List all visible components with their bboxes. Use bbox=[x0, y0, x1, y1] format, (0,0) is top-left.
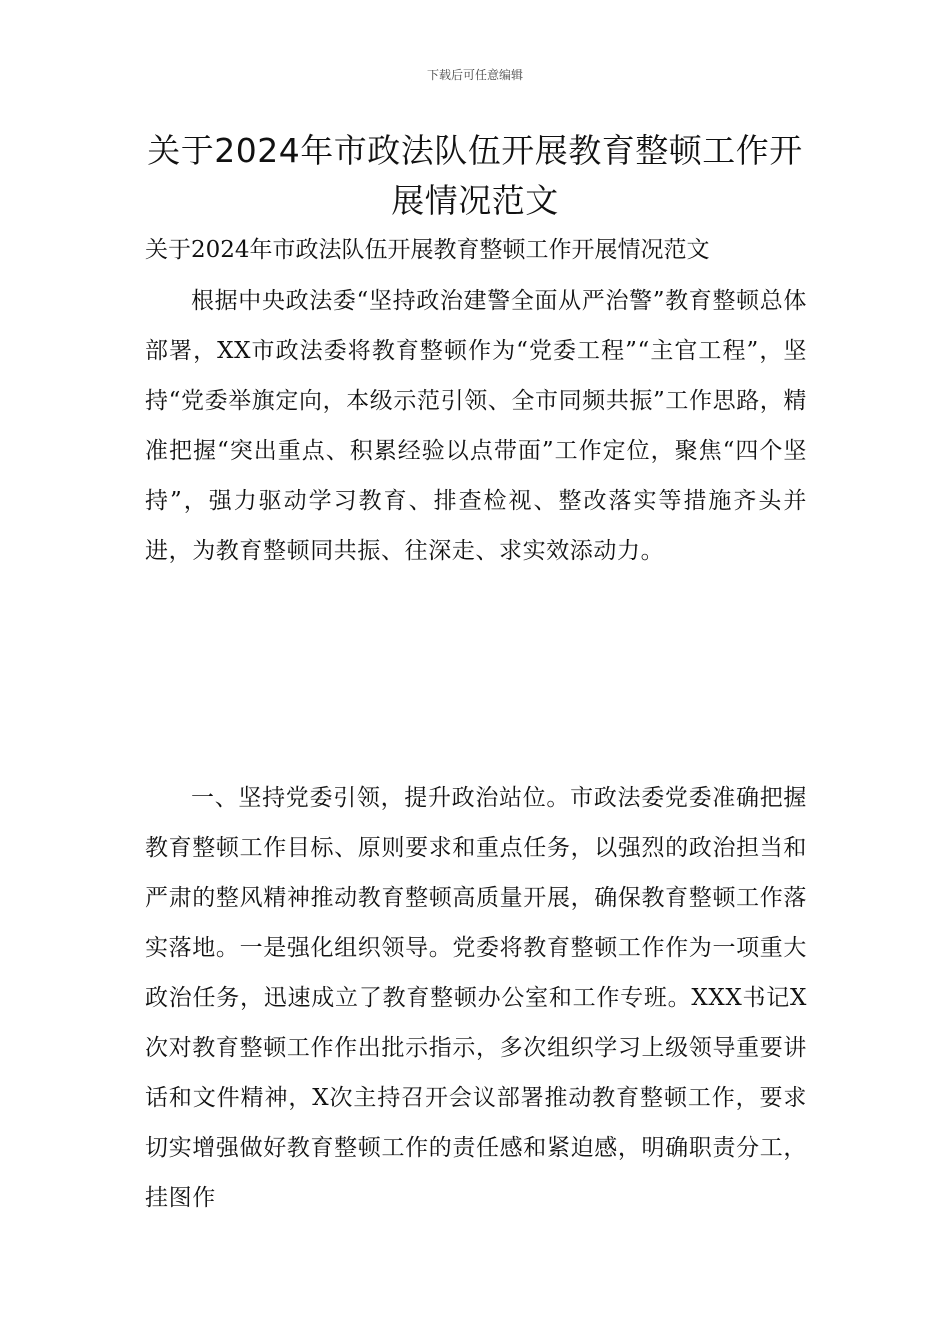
document-title: 关于2024年市政法队伍开展教育整顿工作开展情况范文 bbox=[147, 131, 803, 220]
document-subtitle: 关于2024年市政法队伍开展教育整顿工作开展情况范文 bbox=[145, 237, 710, 263]
paragraph-intro: 根据中央政法委“坚持政治建警全面从严治警”教育整顿总体部署，XX市政法委将教育整顿作为“党委工程”“主官工程”，坚持“党委举旗定向，本级示范引领、全市同频共振”工作思路，精准把握“突出重点、积累经验以点带面”工作定位，聚焦“四个坚持”，强力驱动学习教育、排查检视、整改落实等措施齐头并进，为教育整顿同共振、往深走、求实效添动力。 bbox=[145, 288, 807, 564]
paragraph-section-one: 一、坚持党委引领，提升政治站位。市政法委党委准确把握教育整顿工作目标、原则要求和重点任务，以强烈的政治担当和严肃的整风精神推动教育整顿高质量开展，确保教育整顿工作落实落地。一是强化组织领导。党委将教育整顿工作作为一项重大政治任务，迅速成立了教育整顿办公室和工作专班。XXX书记X次对教育整顿工作作出批示指示，多次组织学习上级领导重要讲话和文件精神，X次主持召开会议部署推动教育整顿工作，要求切实增强做好教育整顿工作的责任感和紧迫感，明确职责分工，挂图作 bbox=[145, 785, 807, 1211]
header-note: 下载后可任意编辑 bbox=[426, 68, 523, 82]
